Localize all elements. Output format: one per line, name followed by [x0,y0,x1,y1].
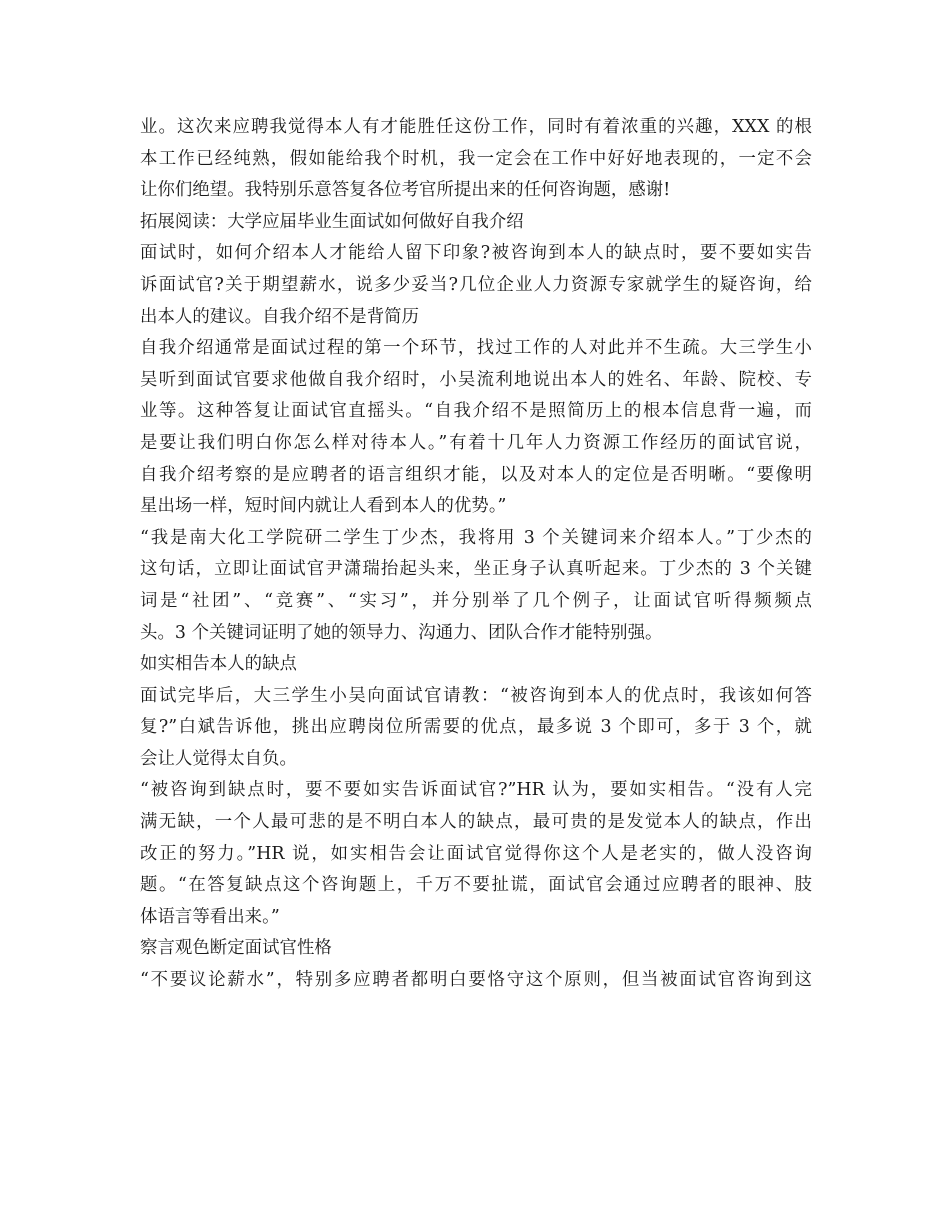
text-line: 业。这次来应聘我觉得本人有才能胜任这份工作，同时有着浓重的兴趣，XXX 的根 [140,117,812,137]
text-line: “被咨询到缺点时，要不要如实告诉面试官?”HR 认为，要如实相告。“没有人完 [140,780,812,801]
text-line: 自我介绍考察的是应聘者的语言组织才能，以及对本人的定位是否明晰。“要像明 [140,464,812,485]
text-line: 这句话，立即让面试官尹潇瑞抬起头来，坐正身子认真听起来。丁少杰的 3 个关键 [140,559,812,580]
text-line: 题。“在答复缺点这个咨询题上，千万不要扯谎，面试官会通过应聘者的眼神、肢 [140,875,812,896]
text-line: 自我介绍通常是面试过程的第一个环节，找过工作的人对此并不生疏。大三学生小 [140,338,812,359]
text-line: 本工作已经纯熟，假如能给我个时机，我一定会在工作中好好地表现的，一定不会 [140,148,812,169]
text-line: 诉面试官?关于期望薪水，说多少妥当?几位企业人力资源专家就学生的疑咨询，给 [140,274,812,295]
text-line: 让你们绝望。我特别乐意答复各位考官所提出来的任何咨询题，感谢! [140,180,671,201]
text-line: 面试完毕后，大三学生小吴向面试官请教：“被咨询到本人的优点时，我该如何答 [140,685,812,706]
text-line: 头。3 个关键词证明了她的领导力、沟通力、团队合作才能特别强。 [140,622,663,643]
text-line: 复?”白斌告诉他，挑出应聘岗位所需要的优点，最多说 3 个即可，多于 3 个，就 [140,717,812,738]
text-line: 是要让我们明白你怎么样对待本人。”有着十几年人力资源工作经历的面试官说， [140,432,812,453]
text-line: 会让人觉得太自负。 [140,748,297,769]
text-line: 吴听到面试官要求他做自我介绍时，小吴流利地说出本人的姓名、年龄、院校、专 [140,369,812,390]
text-line: 业等。这种答复让面试官直摇头。“自我介绍不是照简历上的根本信息背一遍，而 [140,401,812,422]
document-body [140,112,812,997]
text-line: 词是“社团”、“竞赛”、“实习”，并分别举了几个例子，让面试官听得频频点 [140,590,812,611]
text-line: 如实相告本人的缺点 [140,654,297,675]
text-line: 面试时，如何介绍本人才能给人留下印象?被咨询到本人的缺点时，要不要如实告 [140,243,812,264]
text-line: 察言观色断定面试官性格 [140,938,332,959]
text-line: “我是南大化工学院研二学生丁少杰，我将用 3 个关键词来介绍本人。”丁少杰的 [140,527,812,548]
text-line: 拓展阅读：大学应届毕业生面试如何做好自我介绍 [140,211,524,232]
text-line: 出本人的建议。自我介绍不是背简历 [140,306,420,327]
text-line: 星出场一样，短时间内就让人看到本人的优势。” [140,496,507,517]
text-line: 改正的努力。”HR 说，如实相告会让面试官觉得你这个人是老实的，做人没咨询 [140,843,812,864]
text-line: “不要议论薪水”，特别多应聘者都明白要恪守这个原则，但当被面试官咨询到这 [140,970,812,991]
text-line: 满无缺，一个人最可悲的是不明白本人的缺点，最可贵的是发觉本人的缺点，作出 [140,812,812,833]
text-line: 体语言等看出来。” [140,906,280,927]
